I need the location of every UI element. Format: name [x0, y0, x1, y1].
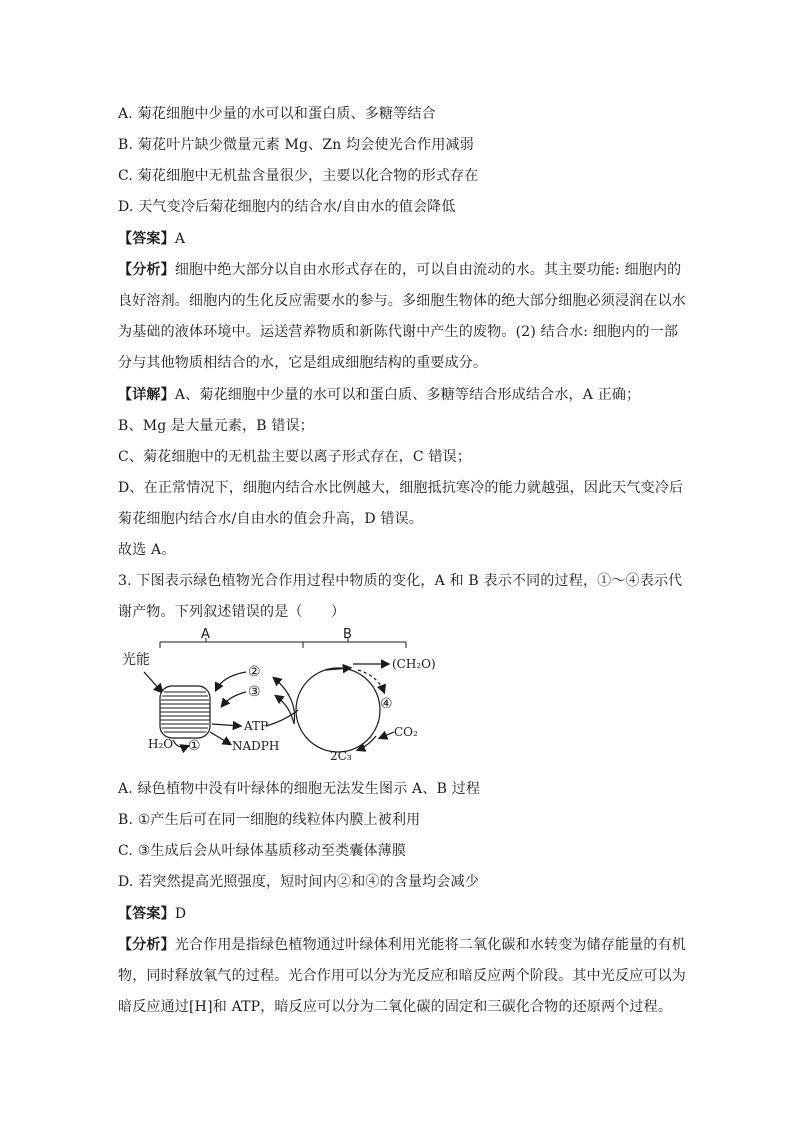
q3-analysis-line-3: 暗反应通过[H]和 ATP，暗反应可以分为二氧化碳的固定和三碳化合物的还原两个过程。 — [118, 999, 673, 1015]
answer-tag: 【答案】 — [118, 231, 175, 247]
thylakoid-stack — [160, 686, 210, 738]
co2-fixation-arrow — [358, 736, 376, 750]
product-2: ② — [248, 664, 261, 680]
q2-analysis-line-3: 为基础的液体环境中。运送营养物质和新陈代谢中产生的废物。(2) 结合水: 细胞内的一部 — [118, 324, 679, 340]
analysis-tag: 【分析】 — [118, 262, 175, 278]
nadph-arrow — [210, 732, 230, 744]
q3-option-d: D. 若突然提高光照强度，短时间内②和④的含量均会减少 — [118, 874, 480, 890]
q2-analysis-line-2: 良好溶剂。细胞内的生化反应需要水的参与。多细胞生物体的绝大部分细胞必须浸润在以水 — [118, 293, 686, 309]
answer-value: D — [174, 906, 187, 922]
ch2o-label: (CH₂O) — [392, 657, 436, 671]
water-split-arrow — [173, 740, 188, 747]
q3-analysis-line-1 — [118, 935, 686, 955]
product-2-return-arrow — [216, 672, 246, 690]
answer-value: A — [174, 231, 186, 247]
q2-detail-line-2: B、Mg 是大量元素，B 错误； — [118, 418, 314, 434]
q2-detail-line-3: C、菊花细胞中的无机盐主要以离子形式存在，C 错误； — [118, 449, 472, 465]
h2o-label: H₂O — [148, 737, 174, 751]
co2-arrow — [380, 732, 394, 738]
product-4: ④ — [380, 696, 393, 712]
analysis-text: 光合作用是指绿色植物通过叶绿体利用光能将二氧化碳和水转变为储存能量的有机 — [174, 937, 687, 953]
calvin-cycle — [296, 668, 380, 752]
q2-answer — [118, 229, 185, 249]
q3-analysis-line-2: 物，同时释放氧气的过程。光合作用可以分为光反应和暗反应两个阶段。其中光反应可以为 — [118, 968, 686, 984]
light-energy-label: 光能 — [122, 652, 150, 668]
q3-option-c: C. ③生成后会从叶绿体基质移动至类囊体薄膜 — [118, 843, 407, 859]
answer-tag: 【答案】 — [118, 906, 175, 922]
detail-tag: 【详解】 — [118, 387, 175, 403]
q2-option-c: C. 菊花细胞中无机盐含量很少，主要以化合物的形式存在 — [118, 168, 479, 184]
detail-text: A、菊花细胞中少量的水可以和蛋白质、多糖等结合形成结合水，A 正确； — [174, 387, 641, 403]
q2-analysis-line-4: 分与其他物质相结合的水，它是组成细胞结构的重要成分。 — [118, 355, 488, 371]
atp-arrow — [212, 724, 240, 726]
label-a: A — [201, 627, 210, 642]
photosynthesis-diagram — [118, 628, 448, 768]
atp-into-cycle — [266, 710, 298, 726]
analysis-tag: 【分析】 — [118, 937, 175, 953]
label-b: B — [343, 627, 352, 642]
q2-option-b: B. 菊花叶片缺少微量元素 Mg、Zn 均会使光合作用减弱 — [118, 137, 474, 153]
q2-detail-line-6: 故选 A。 — [118, 542, 176, 558]
product-3: ③ — [248, 684, 261, 700]
q3-answer — [118, 904, 186, 924]
nadph-label: NADPH — [232, 739, 280, 753]
product-1: ① — [188, 738, 201, 754]
q2-detail-line-4: D、在正常情况下，细胞内结合水比例越大，细胞抵抗寒冷的能力就越强，因此天气变冷后 — [118, 480, 684, 496]
co2-label: CO₂ — [394, 725, 418, 739]
q3-option-a: A. 绿色植物中没有叶绿体的细胞无法发生图示 A、B 过程 — [118, 781, 481, 797]
q3-option-b: B. ①产生后可在同一细胞的线粒体内膜上被利用 — [118, 812, 421, 828]
q2-option-a: A. 菊花细胞中少量的水可以和蛋白质、多糖等结合 — [118, 106, 436, 122]
q3-stem-line-2: 谢产物。下列叙述错误的是（ ） — [118, 604, 346, 620]
atp-label: ATP — [244, 719, 269, 733]
diagram-svg — [118, 628, 448, 768]
brace-b — [303, 638, 406, 648]
q2-analysis-line-1 — [118, 260, 681, 280]
brace-a — [160, 638, 303, 648]
analysis-text: 细胞中绝大部分以自由水形式存在的，可以自由流动的水。其主要功能: 细胞内的 — [174, 262, 682, 278]
c3-label: 2C₃ — [330, 749, 352, 763]
dashed-arrow-to-4 — [358, 670, 384, 692]
q2-detail-line-5: 菊花细胞内结合水/自由水的值会升高，D 错误。 — [118, 511, 423, 527]
light-arrow — [144, 672, 162, 692]
q2-option-d: D. 天气变冷后菊花细胞内的结合水/自由水的值会降低 — [118, 199, 456, 215]
product-3-return-arrow — [222, 692, 246, 706]
q3-stem-line-1: 3. 下图表示绿色植物光合作用过程中物质的变化，A 和 B 表示不同的过程，①～④表示代 — [118, 573, 683, 589]
q2-detail-line-1 — [118, 385, 640, 405]
